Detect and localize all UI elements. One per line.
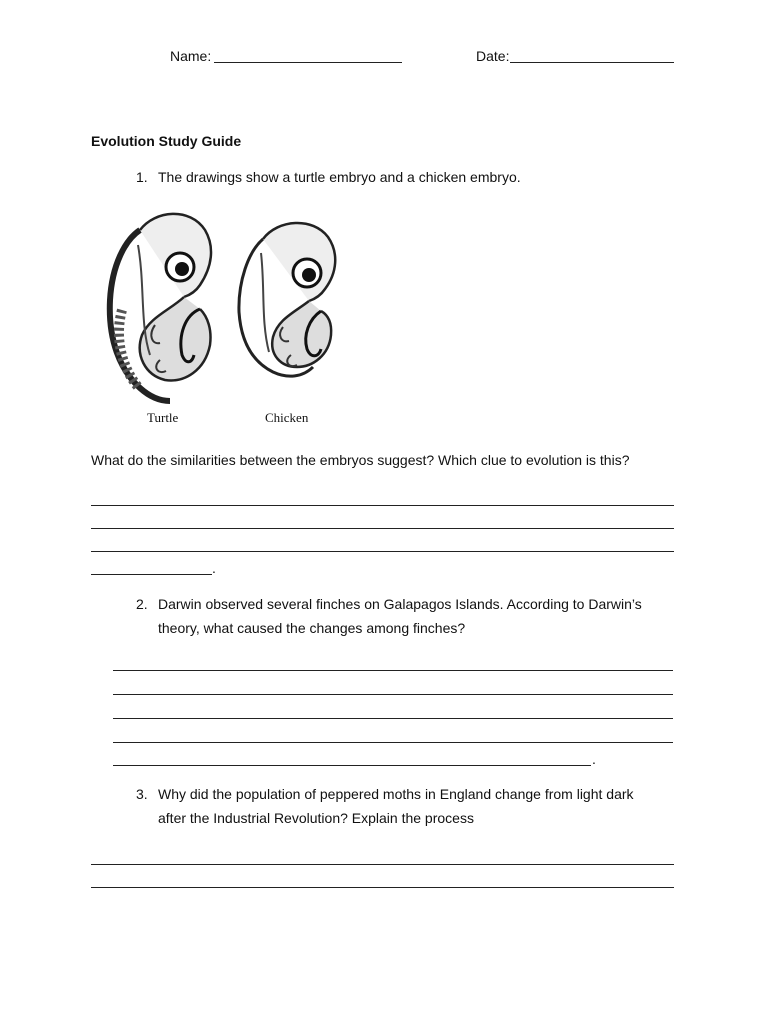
q2-text-line-1: Darwin observed several finches on Galapagos Islands. According to Darwin’s — [158, 596, 642, 612]
q2-number: 2. — [136, 596, 148, 612]
q1-answer-line-1[interactable] — [91, 505, 674, 506]
q3-number: 3. — [136, 786, 148, 802]
q3-answer-line-1[interactable] — [91, 864, 674, 865]
turtle-embryo-image — [100, 205, 220, 405]
q3-text-line-2: after the Industrial Revolution? Explain the process — [158, 810, 474, 826]
name-field[interactable] — [214, 62, 402, 63]
chicken-embryo-image — [233, 217, 343, 397]
q3-text-line-1: Why did the population of peppered moths in England change from light dark — [158, 786, 634, 802]
q3-answer-line-2[interactable] — [91, 887, 674, 888]
q1-number: 1. — [136, 169, 148, 185]
q2-answer-line-3[interactable] — [113, 718, 673, 719]
q2-answer-line-2[interactable] — [113, 694, 673, 695]
q1-text: The drawings show a turtle embryo and a chicken embryo. — [158, 169, 521, 185]
q1-answer-line-2[interactable] — [91, 528, 674, 529]
q2-answer-line-4[interactable] — [113, 742, 673, 743]
q2-answer-line-5[interactable] — [113, 765, 591, 766]
date-label: Date: — [476, 48, 510, 64]
q1-followup: What do the similarities between the embryos suggest? Which clue to evolution is this? — [91, 452, 630, 468]
turtle-caption: Turtle — [147, 410, 179, 425]
q1-answer-line-3[interactable] — [91, 551, 674, 552]
chicken-caption: Chicken — [265, 410, 309, 425]
q2-text-line-2: theory, what caused the changes among finches? — [158, 620, 466, 636]
q1-answer-line-4[interactable] — [91, 574, 212, 575]
q2-end-mark: . — [592, 751, 596, 767]
q1-end-mark: . — [212, 560, 216, 576]
q2-answer-line-1[interactable] — [113, 670, 673, 671]
page-title: Evolution Study Guide — [91, 133, 242, 149]
name-label: Name: — [170, 48, 212, 64]
date-field[interactable] — [510, 62, 674, 63]
